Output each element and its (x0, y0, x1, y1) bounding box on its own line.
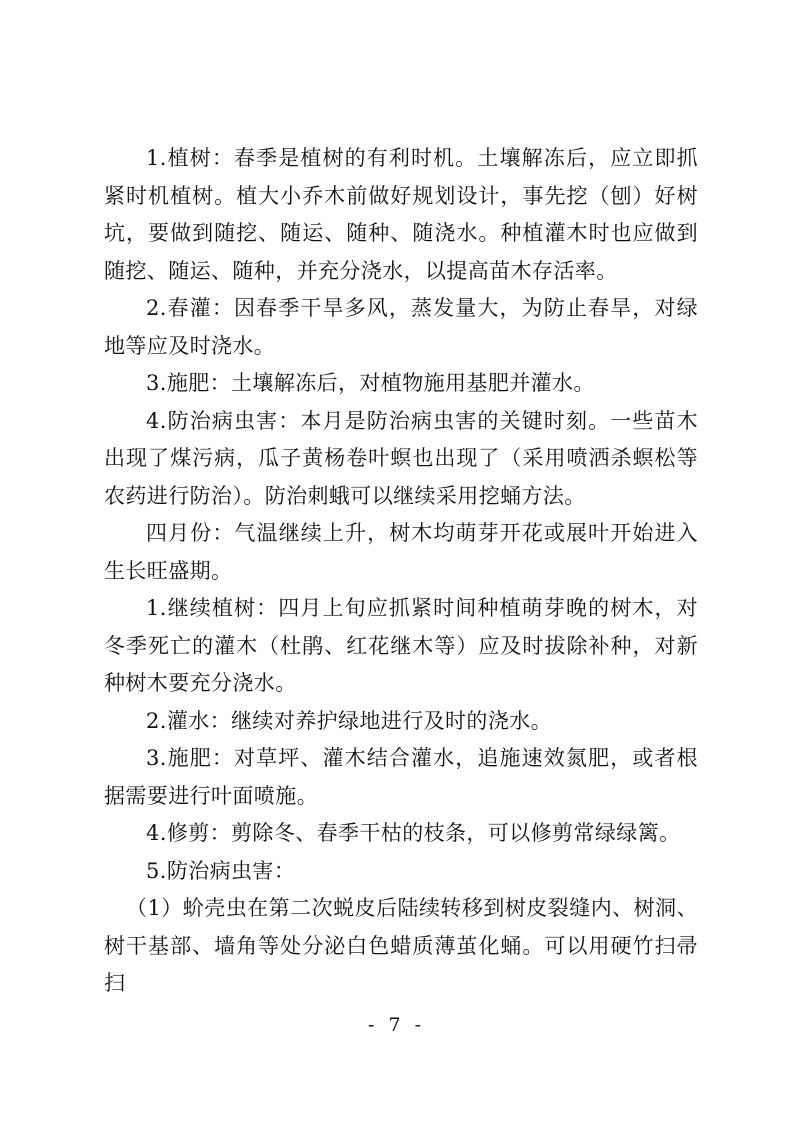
paragraph-april: 四月份：气温继续上升，树木均萌芽开花或展叶开始进入生长旺盛期。 (104, 521, 698, 583)
paragraph-watering: 2.灌水：继续对养护绿地进行及时的浇水。 (146, 708, 553, 733)
paragraph-april-pest-control: 5.防治病虫害： (146, 858, 296, 883)
paragraph-scale-insects: （1）蚧壳虫在第二次蜕皮后陆续转移到树皮裂缝内、树洞、树干基部、墙角等处分泌白色蜡质薄茧化蛹。可以用硬竹扫帚扫 (104, 896, 698, 995)
document-body (104, 140, 698, 1003)
paragraph-april-fertilizing: 3.施肥：对草坪、灌木结合灌水，追施速效氮肥，或者根据需要进行叶面喷施。 (104, 746, 698, 808)
paragraph-pruning: 4.修剪：剪除冬、春季干枯的枝条，可以修剪常绿绿篱。 (146, 821, 681, 845)
paragraph-planting: 1.植树：春季是植树的有利时机。土壤解冻后，应立即抓紧时机植树。植大小乔木前做好规划设计，事先挖（刨）好树坑，要做到随挖、随运、随种、随浇水。种植灌木时也应做到随挖、随运、随种，并充分浇水，以提高苗木存活率。 (104, 146, 698, 283)
page-number: - 7 - (367, 1014, 425, 1036)
paragraph-continue-planting: 1.继续植树：四月上旬应抓紧时间种植萌芽晚的树木，对冬季死亡的灌木（杜鹃、红花继木等）应及时拔除补种，对新种树木要充分浇水。 (104, 596, 698, 695)
paragraph-fertilizing: 3.施肥：土壤解冻后，对植物施用基肥并灌水。 (146, 371, 595, 395)
paragraph-pest-control: 4.防治病虫害：本月是防治病虫害的关键时刻。一些苗木出现了煤污病，瓜子黄杨卷叶螟也出现了（采用喷洒杀螟松等农药进行防治）。防治刺蛾可以继续采用挖蛹方法。 (104, 408, 698, 508)
paragraph-spring-irrigation: 2.春灌：因春季干旱多风，蒸发量大，为防止春旱，对绿地等应及时浇水。 (104, 296, 698, 358)
